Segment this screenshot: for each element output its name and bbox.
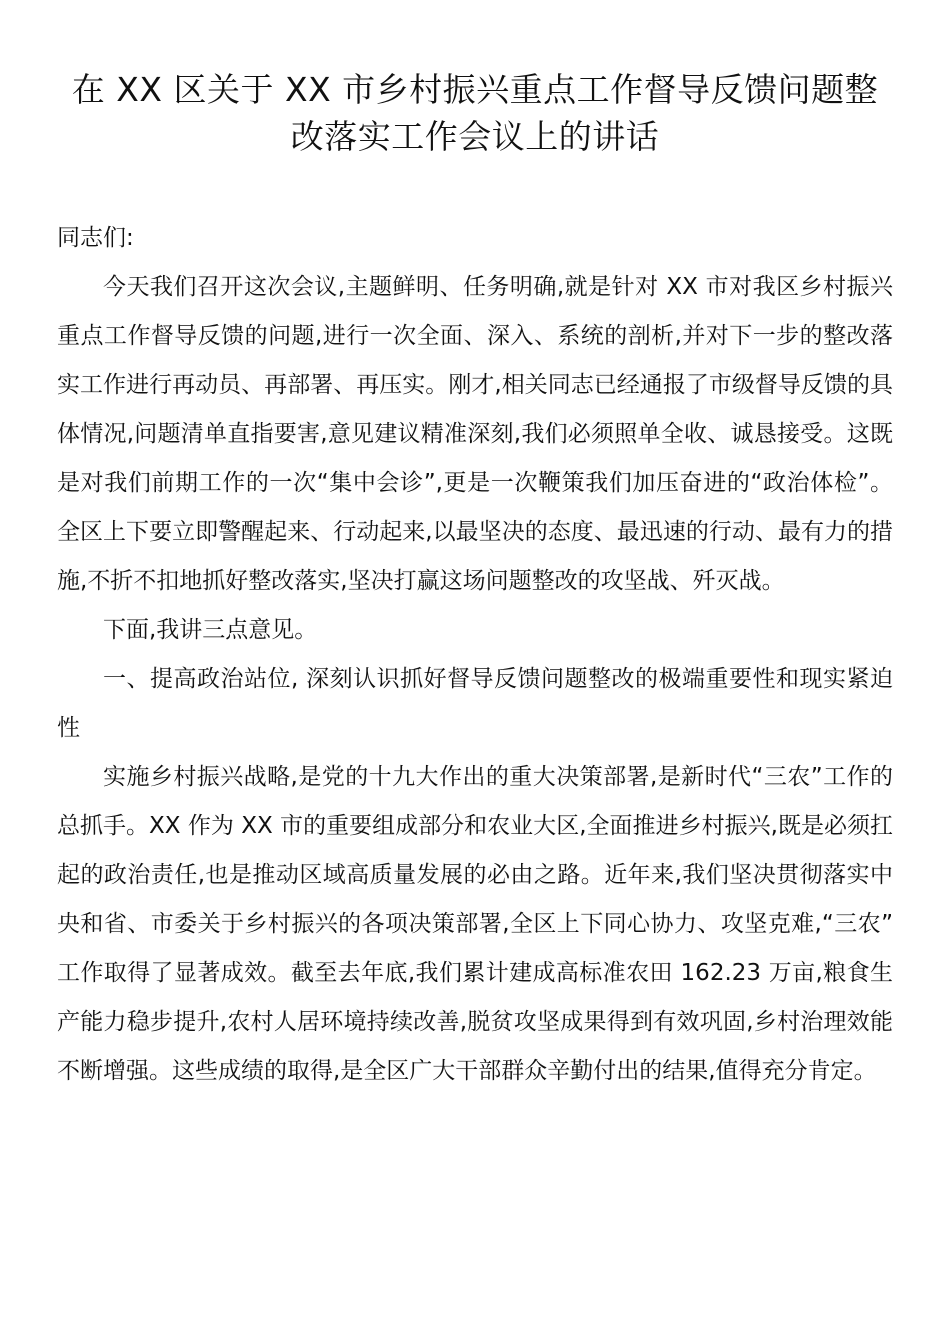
paragraph-transition: 下面,我讲三点意见。 bbox=[103, 617, 318, 643]
document-body bbox=[57, 214, 893, 1096]
section-heading-1: 一、提高政治站位, 深刻认识抓好督导反馈问题整改的极端重要性和现实紧迫性 bbox=[57, 666, 893, 741]
document-page bbox=[57, 66, 893, 1096]
salutation: 同志们: bbox=[57, 225, 134, 251]
document-title bbox=[57, 66, 893, 160]
title-line-1: 在 XX 区关于 XX 市乡村振兴重点工作督导反馈问题整 bbox=[71, 70, 879, 109]
paragraph-section-1: 实施乡村振兴战略,是党的十九大作出的重大决策部署,是新时代“三农”工作的总抓手。XX 作为 XX 市的重要组成部分和农业大区,全面推进乡村振兴,既是必须扛起的政治责任,也是推动区域高质量发展的必由之路。近年来,我们坚决贯彻落实中央和省、市委关于乡村振兴的各项决策部署,全区上下同心协力、攻坚克难,“三农” 工作取得了显著成效。截至去年底,我们累计建成高标准农田 162.23 万亩,粮食生产能力稳步提升,农村人居环境持续改善,脱贫攻坚成果得到有效巩固,乡村治理效能不断增强。这些成绩的取得,是全区广大干部群众辛勤付出的结果,值得充分肯定。 bbox=[57, 764, 893, 1084]
paragraph-opening: 今天我们召开这次会议,主题鲜明、任务明确,就是针对 XX 市对我区乡村振兴重点工作督导反馈的问题,进行一次全面、深入、系统的剖析,并对下一步的整改落实工作进行再动员、再部署、再压实。刚才,相关同志已经通报了市级督导反馈的具体情况,问题清单直指要害,意见建议精准深刻,我们必须照单全收、诚恳接受。这既是对我们前期工作的一次“集中会诊”,更是一次鞭策我们加压奋进的“政治体检”。全区上下要立即警醒起来、行动起来,以最坚决的态度、最迅速的行动、最有力的措施,不折不扣地抓好整改落实,坚决打赢这场问题整改的攻坚战、歼灭战。 bbox=[57, 274, 893, 594]
title-line-2: 改落实工作会议上的讲话 bbox=[290, 117, 660, 156]
